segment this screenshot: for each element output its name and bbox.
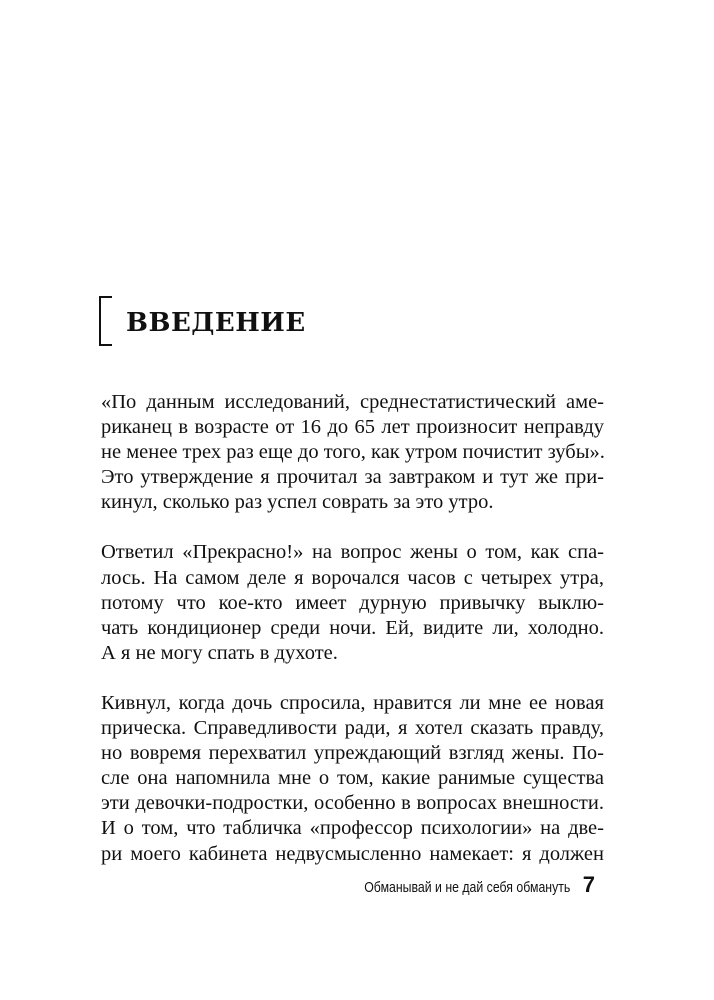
text-line: эти девочки-подростки, особенно в вопросах внешности. bbox=[101, 792, 604, 815]
page-number: 7 bbox=[582, 872, 595, 897]
text-line: не менее трех раз еще до того, как утром почистит зубы». bbox=[101, 441, 605, 464]
text-line: прическа. Справедливости ради, я хотел сказать правду, bbox=[101, 717, 604, 740]
paragraph-2 bbox=[101, 540, 604, 665]
paragraph-1 bbox=[101, 390, 604, 515]
running-title: Обманывай и не дай себя обмануть bbox=[364, 879, 571, 896]
text-line: Это утверждение я прочитал за завтраком и тут же при- bbox=[101, 466, 604, 489]
paragraph-3 bbox=[101, 691, 604, 867]
text-line: сле она напомнила мне о том, какие ранимые существа bbox=[101, 767, 604, 790]
text-line: потому что кое-кто имеет дурную привычку выклю- bbox=[101, 591, 604, 614]
text-line: «По данным исследований, среднестатистический аме- bbox=[101, 391, 604, 413]
body-text bbox=[101, 390, 604, 892]
chapter-title: ВВЕДЕНИЕ bbox=[126, 308, 306, 338]
text-line: А я не могу спать в духоте. bbox=[101, 641, 338, 664]
text-line: Кивнул, когда дочь спросила, нравится ли мне ее новая bbox=[101, 691, 604, 714]
text-line: чать кондиционер среди ночи. Ей, видите ли, холодно. bbox=[101, 616, 604, 639]
page-footer bbox=[319, 872, 595, 898]
heading-bracket-ornament bbox=[99, 296, 112, 346]
text-line: риканец в возрасте от 16 до 65 лет произносит неправду bbox=[101, 416, 604, 439]
text-line: кинул, сколько раз успел соврать за это утро. bbox=[101, 491, 494, 514]
text-line: лось. На самом деле я ворочался часов с четырех утра, bbox=[101, 566, 604, 589]
chapter-heading bbox=[99, 295, 306, 347]
text-line: И о том, что табличка «профессор психологии» на две- bbox=[101, 817, 604, 840]
text-line: Ответил «Прекрасно!» на вопрос жены о том, как спа- bbox=[101, 541, 604, 564]
text-line: но вовремя перехватил упреждающий взгляд жены. По- bbox=[101, 742, 604, 765]
text-line: ри моего кабинета недвусмысленно намекает: я должен bbox=[101, 842, 604, 865]
